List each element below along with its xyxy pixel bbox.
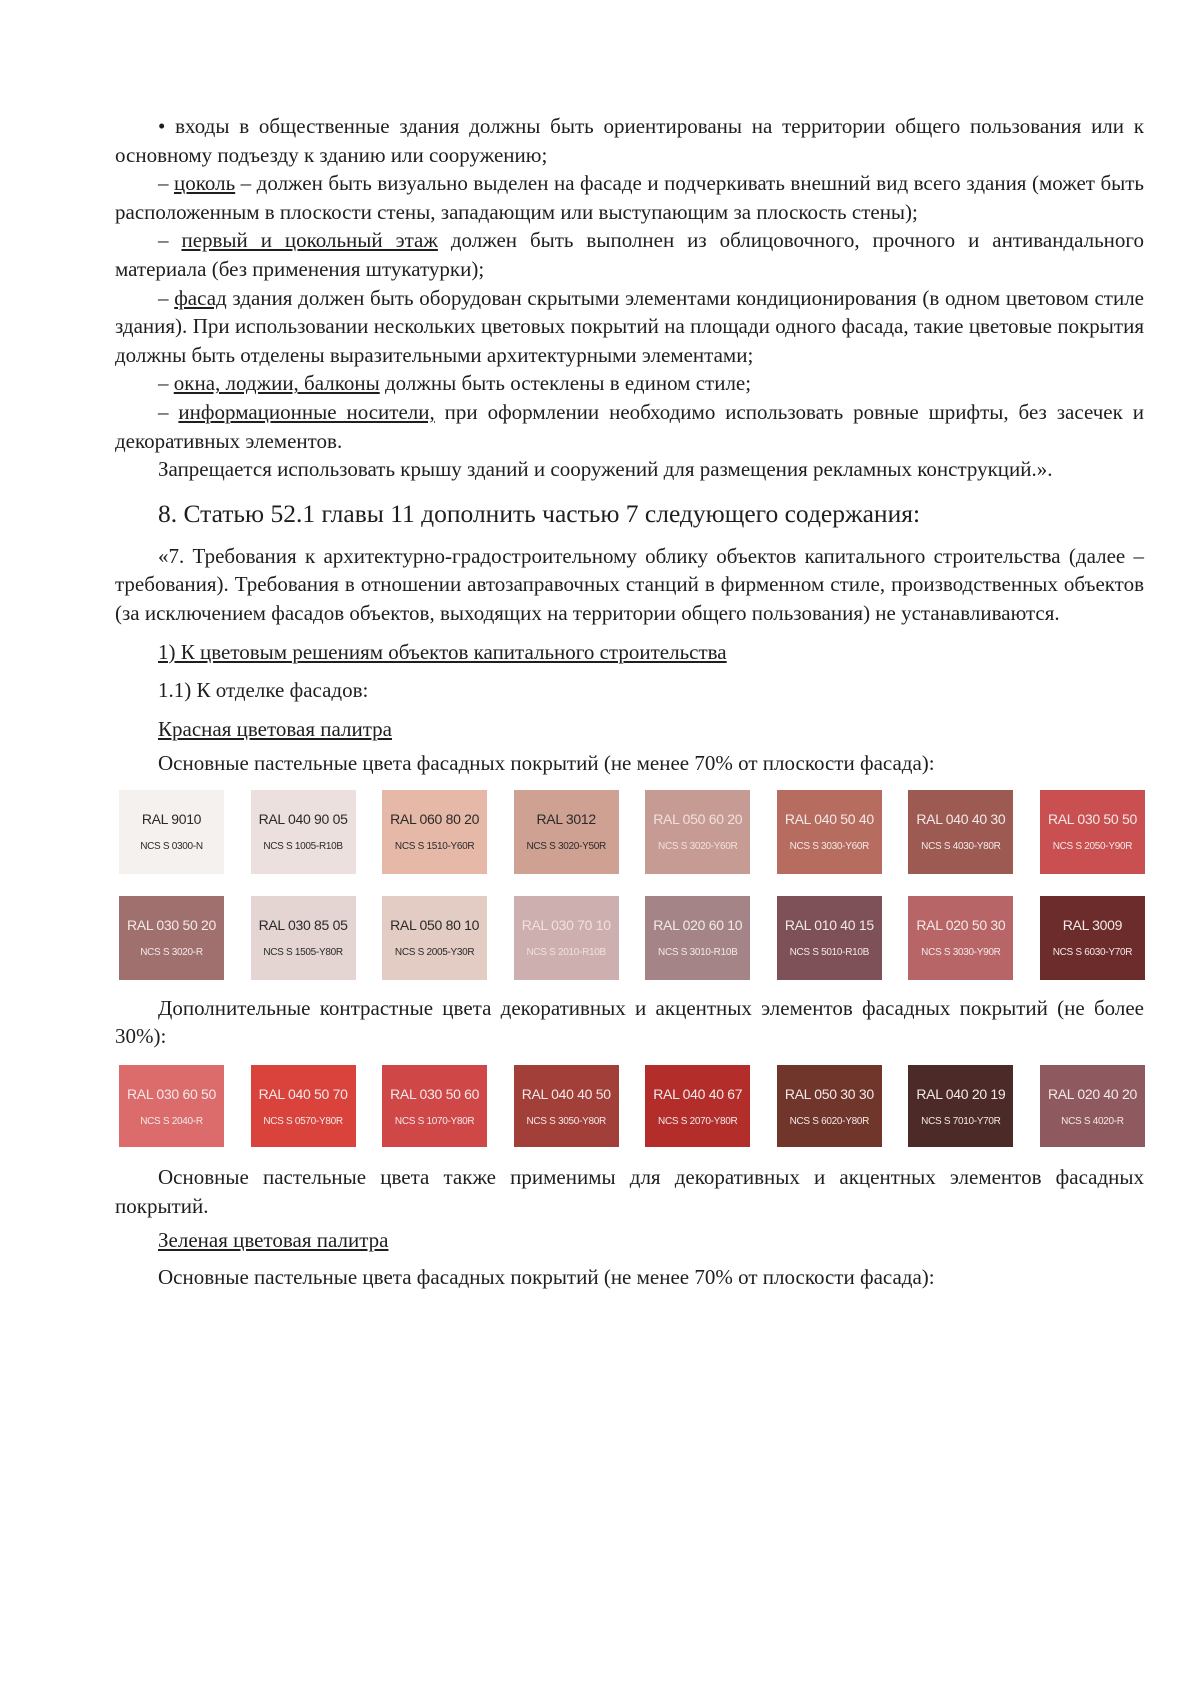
swatch-ncs-code: NCS S 1005-R10B	[263, 841, 343, 853]
list-item-first-floor	[115, 226, 1144, 283]
swatch-ncs-code: NCS S 2050-Y90R	[1052, 841, 1133, 853]
red-palette-title	[115, 715, 1144, 744]
color-swatch	[514, 1065, 619, 1147]
swatch-ncs-code: NCS S 6030-Y70R	[1052, 947, 1133, 959]
swatch-ncs-code: NCS S 6020-Y80R	[789, 1115, 870, 1127]
color-swatch	[251, 790, 356, 874]
list-item-text: – должен быть визуально выделен на фасаде и подчеркивать внешний вид всего здания (может быть расположенным в плоскости стены, западающим или выступающим за плоскость стены);	[115, 171, 1144, 224]
color-swatch	[645, 896, 750, 980]
swatch-ncs-code: NCS S 3030-Y60R	[789, 841, 870, 853]
subsection-1-heading	[115, 638, 1144, 667]
swatch-ral-code: RAL 050 30 30	[784, 1085, 874, 1102]
swatch-ral-code: RAL 3012	[536, 811, 596, 828]
color-swatch	[908, 896, 1013, 980]
swatch-ral-code: RAL 040 20 19	[916, 1085, 1006, 1102]
swatch-ral-code: RAL 040 40 30	[916, 811, 1006, 828]
swatch-ral-code: RAL 050 60 20	[653, 811, 743, 828]
red-accent-caption: Дополнительные контрастные цвета декоративных и акцентных элементов фасадных покрытий (не более 30%):	[115, 995, 1144, 1049]
swatch-ral-code: RAL 030 85 05	[258, 917, 348, 934]
list-dash: –	[158, 371, 169, 396]
color-swatch	[1040, 790, 1145, 874]
term-info-carriers: информационные носители,	[178, 399, 435, 424]
subsection-1-text: 1) К цветовым решениям объектов капитального строительства	[158, 639, 727, 664]
swatch-ral-code: RAL 060 80 20	[390, 811, 480, 828]
swatch-ncs-code: NCS S 1510-Y60R	[394, 841, 475, 853]
green-main-caption: Основные пастельные цвета фасадных покрытий (не менее 70% от плоскости фасада):	[158, 1264, 935, 1289]
red-accent-swatch-row	[119, 1065, 1145, 1147]
swatch-ncs-code: NCS S 3050-Y80R	[526, 1115, 606, 1127]
color-swatch	[119, 1065, 224, 1147]
color-swatch	[251, 1065, 356, 1147]
red-palette-title-text: Красная цветовая палитра	[158, 716, 392, 741]
section-heading: 8. Статью 52.1 главы 11 дополнить частью 7 следующего содержания:	[158, 498, 921, 528]
swatch-ral-code: RAL 030 50 60	[390, 1085, 480, 1102]
swatch-ral-code: RAL 040 50 40	[784, 811, 874, 828]
color-swatch	[908, 790, 1013, 874]
swatch-ncs-code: NCS S 4030-Y80R	[921, 841, 1001, 853]
term-facade: фасад	[174, 285, 227, 310]
list-item-text: при оформлении необходимо использовать ровные шрифты, без засечек и декоративных элементов.	[115, 399, 1144, 453]
color-swatch	[645, 790, 750, 874]
list-dash: –	[158, 228, 169, 253]
document-page	[115, 112, 1144, 1291]
color-swatch	[645, 1065, 750, 1147]
list-dash: –	[158, 285, 169, 310]
swatch-ral-code: RAL 030 50 20	[127, 917, 216, 934]
swatch-ncs-code: NCS S 2070-Y80R	[658, 1115, 738, 1127]
red-main-swatch-row-2	[119, 896, 1145, 980]
red-main-caption: Основные пастельные цвета фасадных покрытий (не менее 70% от плоскости фасада):	[158, 751, 935, 776]
term-plinth: цоколь	[174, 171, 236, 196]
color-swatch	[1040, 896, 1145, 980]
swatch-ral-code: RAL 040 40 50	[521, 1085, 611, 1102]
subsection-1-1-heading: 1.1) К отделке фасадов:	[158, 678, 369, 703]
term-first-floor: первый и цокольный этаж	[181, 228, 438, 253]
term-windows: окна, лоджии, балконы	[173, 371, 380, 396]
color-swatch	[119, 790, 224, 874]
color-swatch	[251, 896, 356, 980]
swatch-ral-code: RAL 040 40 67	[653, 1085, 743, 1102]
swatch-ral-code: RAL 030 50 50	[1047, 811, 1137, 828]
swatch-ral-code: RAL 020 50 30	[916, 917, 1006, 934]
swatch-ral-code: RAL 030 70 10	[521, 917, 611, 934]
list-item-facade	[115, 284, 1144, 370]
list-item-text: должен быть выполнен из облицовочного, прочного и антивандального материала (без применения штукатурки);	[115, 228, 1145, 281]
list-item-info-carriers	[115, 398, 1144, 455]
swatch-ncs-code: NCS S 3020-Y50R	[526, 841, 606, 853]
color-swatch	[908, 1065, 1013, 1147]
swatch-ncs-code: NCS S 1505-Y80R	[263, 947, 343, 959]
list-item-windows	[115, 369, 1144, 398]
color-swatch	[514, 896, 619, 980]
red-main-swatch-row-1	[119, 790, 1145, 874]
swatch-ncs-code: NCS S 0570-Y80R	[263, 1115, 343, 1127]
swatch-ncs-code: NCS S 5010-R10B	[789, 947, 870, 959]
list-dash: –	[158, 171, 169, 196]
swatch-ncs-code: NCS S 4020-R	[1061, 1115, 1124, 1127]
swatch-ral-code: RAL 010 40 15	[784, 917, 874, 934]
swatch-ncs-code: NCS S 2040-R	[140, 1115, 203, 1127]
swatch-ral-code: RAL 040 50 70	[258, 1085, 348, 1102]
swatch-ncs-code: NCS S 2010-R10B	[526, 947, 606, 959]
swatch-ncs-code: NCS S 3010-R10B	[658, 947, 738, 959]
color-swatch	[382, 1065, 487, 1147]
list-item-text: должны быть остеклены в едином стиле;	[379, 371, 752, 396]
swatch-ncs-code: NCS S 3020-R	[140, 947, 203, 959]
list-item-plinth	[115, 169, 1144, 226]
swatch-ncs-code: NCS S 1070-Y80R	[394, 1115, 475, 1127]
swatch-ral-code: RAL 040 90 05	[258, 811, 348, 828]
list-item-text: здания должен быть оборудован скрытыми элементами кондиционирования (в одном цветовом стиле здания). При использовании нескольких цветовых покрытий на площади одного фасада, такие цветовые покрытия должны быть отделены выразительными архитектурными элементами;	[115, 285, 1144, 367]
color-swatch	[1040, 1065, 1145, 1147]
pastel-note-paragraph: Основные пастельные цвета также применимы для декоративных и акцентных элементов фасадных покрытий.	[115, 1165, 1144, 1218]
requirements-paragraph: «7. Требования к архитектурно-градостроительному облику объектов капитального строительства (далее – требования). Требования в отношении автозаправочных станций в фирменном стиле, производственных объектов (за исключением фасадов объектов, выходящих на территории общего пользования) не устанавливаются.	[115, 543, 1144, 625]
color-swatch	[777, 790, 882, 874]
swatch-ncs-code: NCS S 2005-Y30R	[394, 947, 475, 959]
prohibition-paragraph: Запрещается использовать крышу зданий и сооружений для размещения рекламных конструкций.».	[158, 457, 1053, 482]
swatch-ncs-code: NCS S 7010-Y70R	[921, 1115, 1001, 1127]
swatch-ral-code: RAL 020 60 10	[653, 917, 743, 934]
green-palette-title-text: Зеленая цветовая палитра	[158, 1228, 389, 1253]
color-swatch	[382, 896, 487, 980]
swatch-ral-code: RAL 050 80 10	[390, 917, 480, 934]
list-dash: –	[158, 399, 169, 424]
swatch-ncs-code: NCS S 3020-Y60R	[658, 841, 738, 853]
swatch-ncs-code: NCS S 0300-N	[140, 841, 203, 853]
swatch-ral-code: RAL 020 40 20	[1047, 1085, 1137, 1102]
color-swatch	[514, 790, 619, 874]
bullet-paragraph: • входы в общественные здания должны быть ориентированы на территории общего пользования или к основному подъезду к зданию или сооружению;	[115, 114, 1144, 167]
swatch-ral-code: RAL 3009	[1062, 917, 1123, 934]
color-swatch	[382, 790, 487, 874]
green-palette-title	[115, 1226, 1144, 1255]
color-swatch	[777, 896, 882, 980]
swatch-ral-code: RAL 9010	[141, 811, 202, 828]
color-swatch	[119, 896, 224, 980]
swatch-ncs-code: NCS S 3030-Y90R	[921, 947, 1001, 959]
swatch-ral-code: RAL 030 60 50	[127, 1085, 216, 1102]
color-swatch	[777, 1065, 882, 1147]
